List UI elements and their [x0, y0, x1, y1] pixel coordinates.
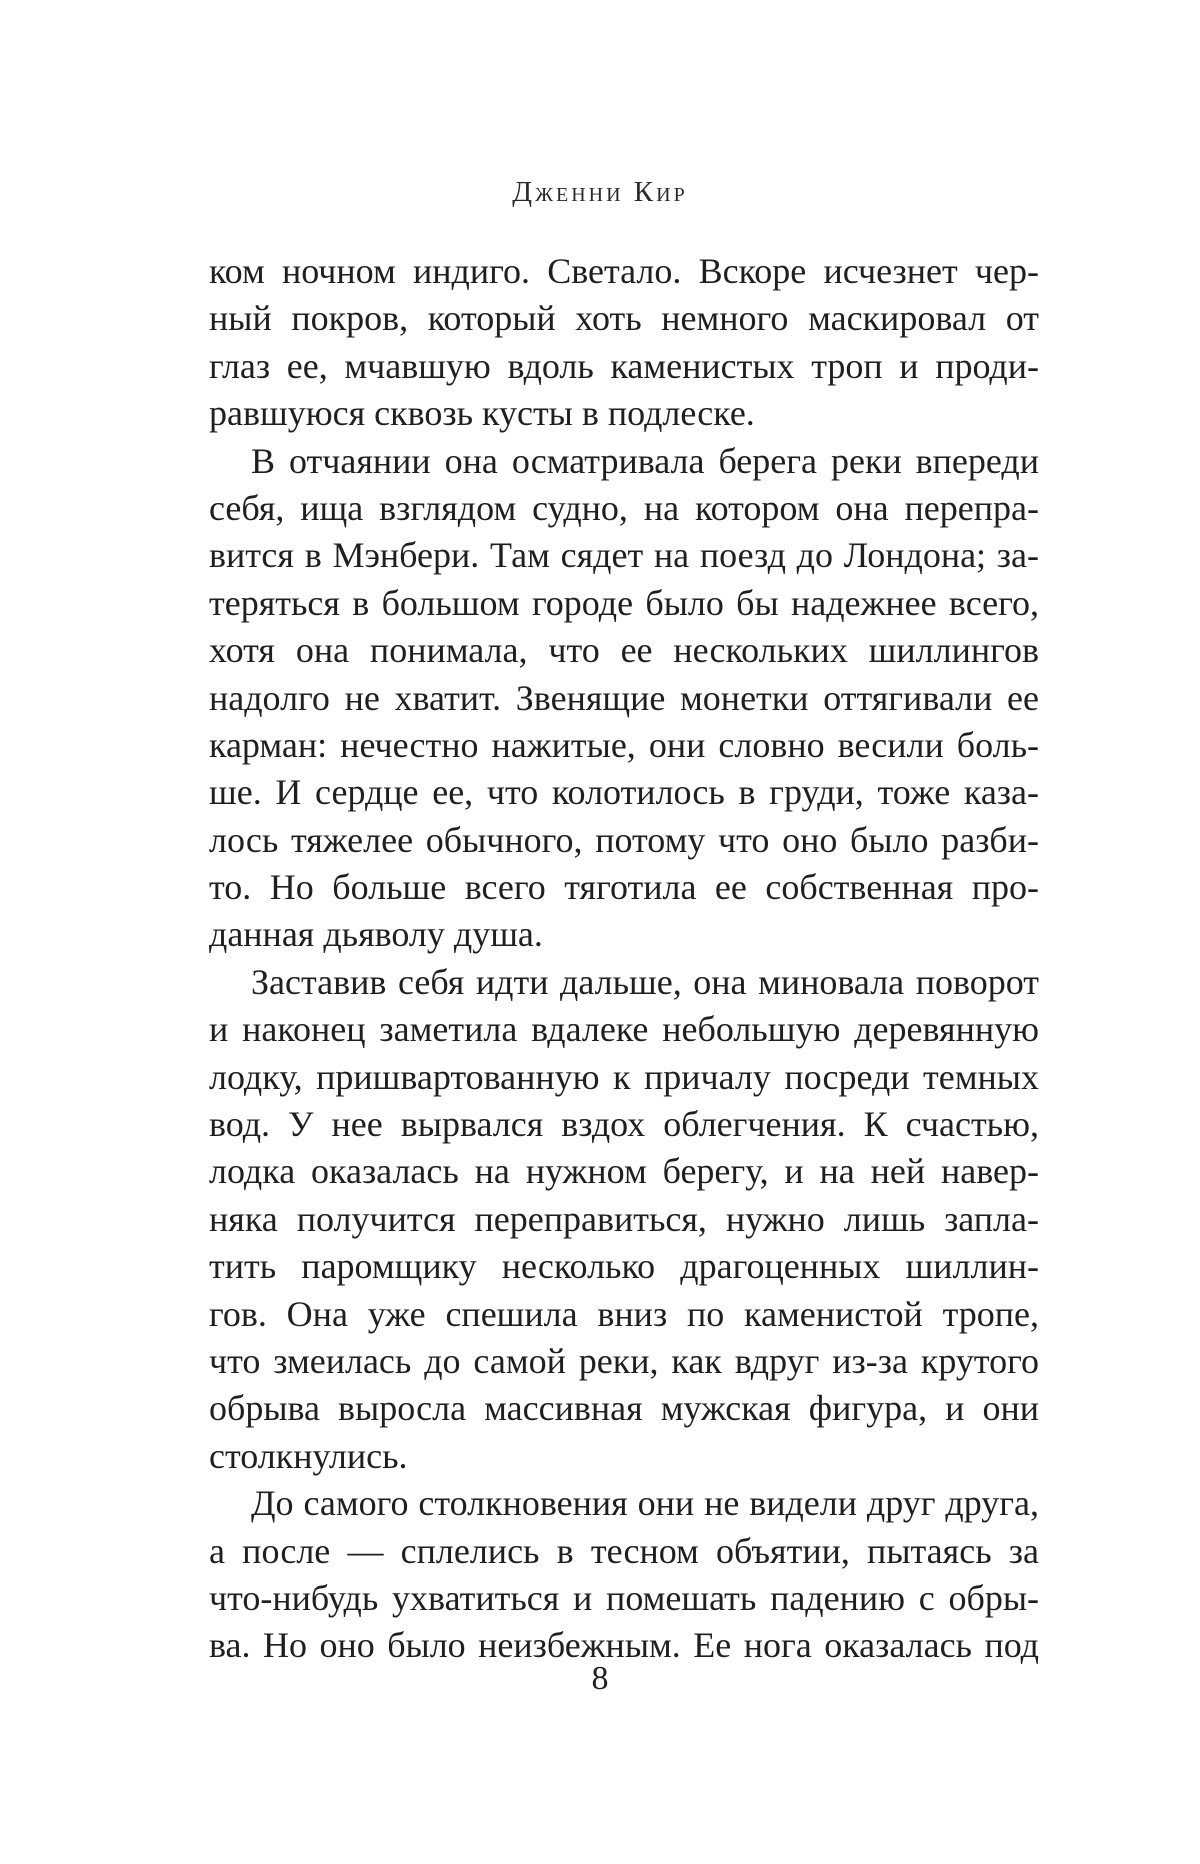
text-line: В отчаянии она осматривала берега реки впереди	[251, 440, 1039, 481]
text-line: ше. И сердце ее, что колотилось в груди, тоже каза-	[209, 772, 1039, 813]
text-line: До самого столкновения они не видели друг друга,	[251, 1483, 1039, 1524]
text-line: няка получится переправиться, нужно лишь запла-	[209, 1198, 1039, 1239]
text-line: глаз ее, мчавшую вдоль каменистых троп и проди-	[209, 345, 1039, 386]
text-line: что змеилась до самой реки, как вдруг из-за крутого	[209, 1340, 1039, 1381]
text-line: обрыва выросла массивная мужская фигура, и они	[209, 1388, 1039, 1429]
page-number: 8	[591, 1660, 609, 1697]
text-line: себя, ища взглядом судно, на котором она перепра-	[209, 487, 1039, 528]
text-line: и наконец заметила вдалеке небольшую деревянную	[209, 1009, 1039, 1050]
text-line: лось тяжелее обычного, потому что оно было разби-	[209, 819, 1039, 860]
text-line: данная дьяволу душа.	[209, 914, 543, 955]
text-line: равшуюся сквозь кусты в подлеске.	[209, 393, 755, 434]
text-line: лодка оказалась на нужном берегу, и на ней навер-	[209, 1151, 1039, 1192]
text-line: теряться в большом городе было бы надежнее всего,	[209, 582, 1039, 623]
text-line: вод. У нее вырвался вздох облегчения. К счастью,	[209, 1104, 1039, 1145]
text-line: а после — сплелись в тесном объятии, пытаясь за	[209, 1530, 1039, 1571]
text-line: ва. Но оно было неизбежным. Ее нога оказалась под	[209, 1625, 1039, 1666]
text-line: ный покров, который хоть немного маскировал от	[209, 298, 1039, 339]
text-line: то. Но больше всего тяготила ее собственная про-	[209, 867, 1039, 908]
text-line: тить паромщику несколько драгоценных шиллин-	[209, 1246, 1039, 1287]
text-line: вится в Мэнбери. Там сядет на поезд до Лондона; за-	[209, 535, 1039, 576]
text-line: гов. Она уже спешила вниз по каменистой тропе,	[209, 1293, 1039, 1334]
text-line: карман: нечестно нажитые, они словно весили боль-	[209, 724, 1039, 765]
text-line: хотя она понимала, что ее нескольких шиллингов	[209, 630, 1039, 671]
text-line: лодку, пришвартованную к причалу посреди темных	[209, 1056, 1039, 1097]
running-head: Дженни Кир	[512, 176, 688, 208]
text-line: столкнулись.	[209, 1435, 408, 1476]
text-line: надолго не хватит. Звенящие монетки оттягивали ее	[209, 677, 1039, 718]
text-line: что-нибудь ухватиться и помешать падению с обры-	[209, 1577, 1039, 1618]
text-line: ком ночном индиго. Светало. Вскоре исчезнет чер-	[209, 251, 1039, 291]
body-text	[209, 248, 1039, 1670]
text-line: Заставив себя идти дальше, она миновала поворот	[251, 961, 1039, 1002]
